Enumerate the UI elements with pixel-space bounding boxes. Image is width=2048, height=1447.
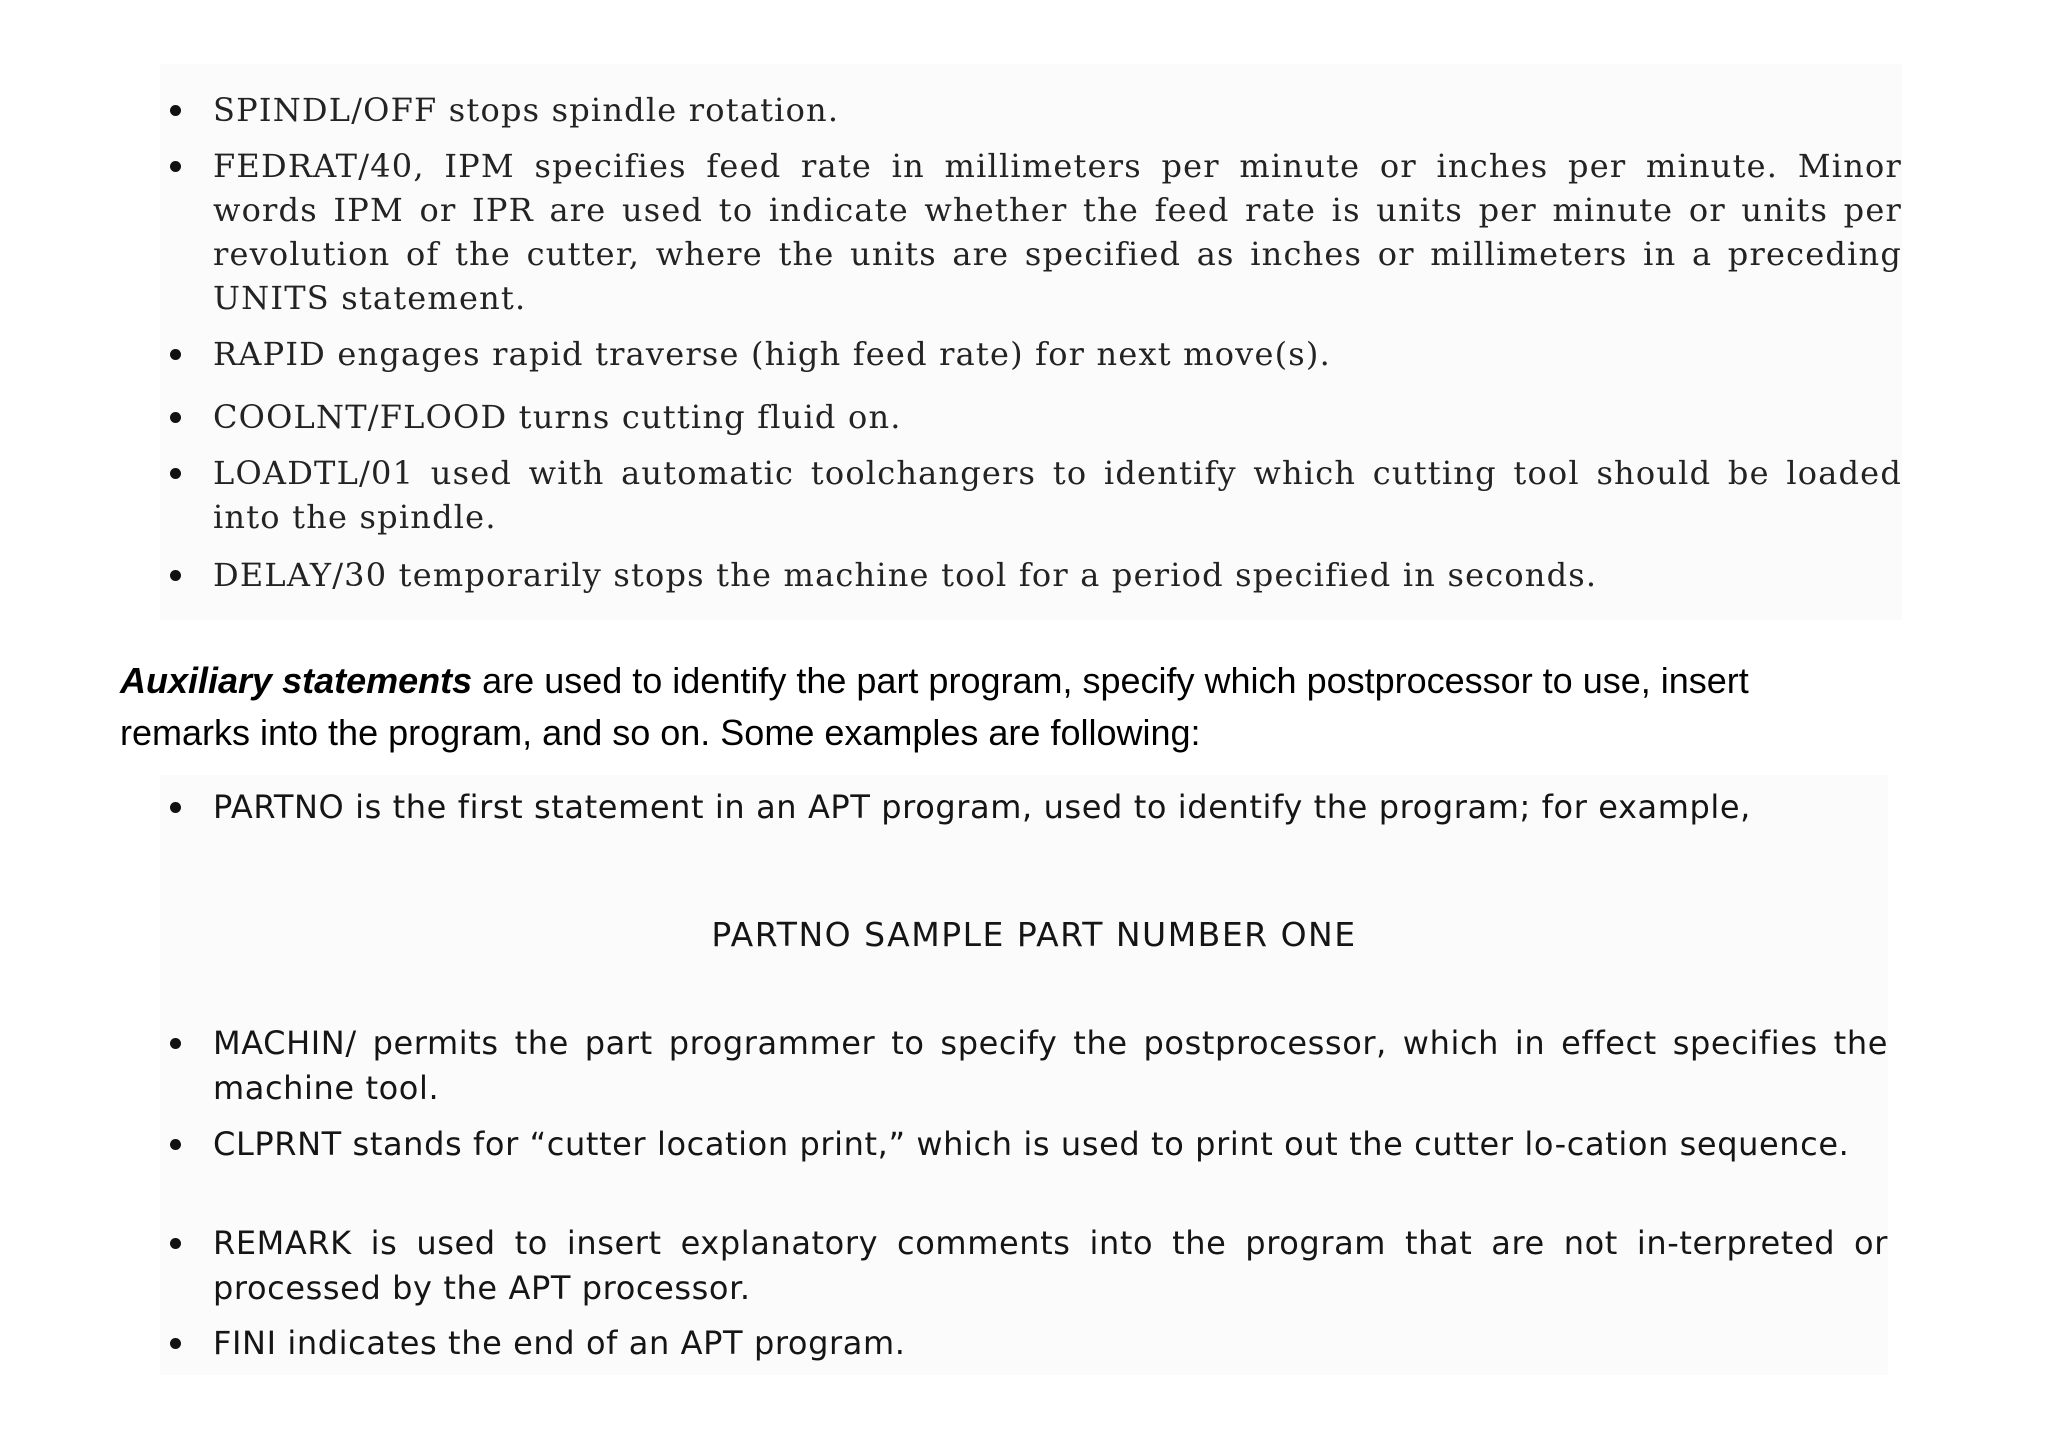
bullet-icon (170, 468, 181, 479)
bullet-icon (170, 1139, 181, 1150)
bullet-icon (170, 1038, 181, 1049)
auxiliary-statements-paragraph (120, 655, 1840, 759)
scanned-excerpt-postprocessor-statements (160, 64, 1902, 620)
statement-text: LOADTL/01 used with automatic toolchangers to identify which cutting tool should be loaded into the spindle. (213, 454, 1902, 536)
statement-text: FINI indicates the end of an APT program. (213, 1324, 906, 1362)
bullet-icon (170, 161, 181, 172)
statement-text: SPINDL/OFF stops spindle rotation. (213, 91, 840, 129)
bullet-icon (170, 570, 181, 581)
statement-text: COOLNT/FLOOD turns cutting fluid on. (213, 398, 902, 436)
bullet-icon (170, 1238, 181, 1249)
auxiliary-term: Auxiliary statements (120, 660, 473, 701)
bullet-icon (170, 105, 181, 116)
statement-text: CLPRNT stands for “cutter location print,” which is used to print out the cutter lo-cation sequence. (213, 1125, 1850, 1163)
statement-text: MACHIN/ permits the part programmer to specify the postprocessor, which in effect specifies the machine tool. (213, 1024, 1888, 1107)
scanned-excerpt-auxiliary-statements (160, 775, 1888, 1375)
statement-text: PARTNO is the first statement in an APT program, used to identify the program; for example, (213, 788, 1751, 826)
bullet-icon (170, 349, 181, 360)
auxiliary-description: are used to identify the part program, specify which postprocessor to use, insert remarks into the program, and so on. Some examples are following: (120, 660, 1749, 753)
bullet-icon (170, 802, 181, 813)
partno-example: PARTNO SAMPLE PART NUMBER ONE (711, 915, 1357, 954)
statement-text: RAPID engages rapid traverse (high feed rate) for next move(s). (213, 335, 1331, 373)
bullet-icon (170, 1338, 181, 1349)
bullet-icon (170, 412, 181, 423)
statement-text: DELAY/30 temporarily stops the machine tool for a period specified in seconds. (213, 556, 1598, 594)
statement-text: FEDRAT/40, IPM specifies feed rate in millimeters per minute or inches per minute. Minor words IPM or IPR are used to indicate whether the feed rate is units per minute or units per revolution of the cutter, where the units are specified as inches or millimeters in a preceding UNITS statement. (213, 147, 1902, 317)
statement-text: REMARK is used to insert explanatory comments into the program that are not in-terpreted or processed by the APT processor. (213, 1224, 1888, 1307)
